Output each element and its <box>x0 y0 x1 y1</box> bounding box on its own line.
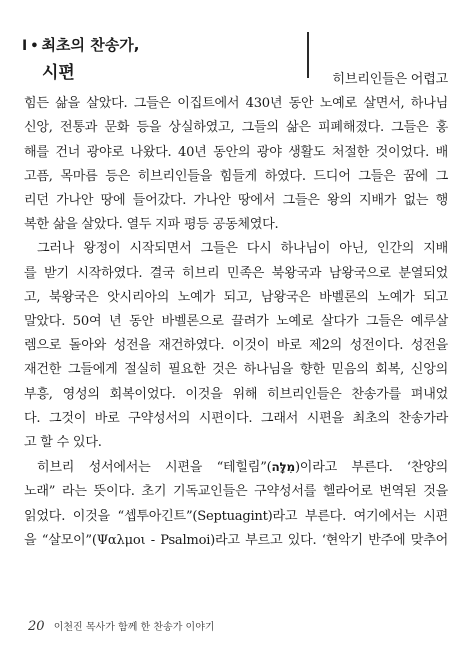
hebrew-word: מִלָּה <box>271 460 295 475</box>
text-line: 리던 가나안 땅에 들어갔다. 가나안 땅에서 그들은 왕의 지배가 없는 행 <box>24 193 448 209</box>
text-line: 고, 북왕국은 앗시리아의 노예가 되고, 남왕국은 바벨론의 노예가 되고 <box>24 289 448 305</box>
text-line <box>24 455 448 480</box>
text-line: 고픔, 목마름 등은 히브리인들을 힘들게 하였다. 드디어 그들은 꿈에 그 <box>24 168 448 184</box>
text-line: 재건한 그들에게 절실히 필요한 것은 하나님을 향한 믿음의 회복, 신앙의 <box>24 362 448 378</box>
text-line: 노래” 라는 뜻이다. 초기 기독교인들은 구약성서를 헬라어로 번역된 것을 <box>24 484 448 500</box>
text-segment: 히브리 성서에서는 시편을 “테힐림”( <box>37 460 272 476</box>
text-line: 를 받기 시작하였다. 결국 히브리 민족은 북왕국과 남왕국으로 분열되었 <box>24 265 448 281</box>
text-line: 히브리인들은 어렵고 <box>332 72 448 87</box>
text-line: 다. 그것이 바로 구약성서의 시편이다. 그래서 시편을 최초의 찬송가라 <box>24 410 448 426</box>
text-line: 해를 건너 광야로 나왔다. 40년 동안의 광야 생활도 처절한 것이었다. 배 <box>24 144 448 160</box>
text-line: 고 할 수 있다. <box>24 435 102 451</box>
chapter-number: I <box>22 38 28 54</box>
text-line: 부흥, 영성의 회복이었다. 이것을 위해 히브리인들은 찬송가를 펴내었 <box>24 386 448 402</box>
chapter-title-line2: 시편 <box>42 63 75 83</box>
body-text <box>24 68 448 553</box>
page-number: 20 <box>28 619 45 634</box>
text-line: 말았다. 50여 년 동안 바벨론으로 끌려가 노예로 살다가 그들은 예루살 <box>24 314 448 330</box>
text-line: 렘으로 돌아와 성전을 재건하였다. 이것이 바로 제2의 성전이다. 성전을 <box>24 338 448 354</box>
text-line: 그러나 왕정이 시작되면서 그들은 다시 하나님이 아닌, 인간의 지배 <box>37 241 448 257</box>
text-line: 신앙, 전통과 문화 등을 상실하였고, 그들의 삶은 피폐해졌다. 그들은 홍 <box>24 120 448 136</box>
chapter-heading <box>22 34 139 55</box>
text-segment: )이라고 부른다. ‘찬양의 <box>294 460 449 476</box>
chapter-title-line1: 최초의 찬송가, <box>41 36 140 54</box>
text-line: 을 “살모이”(Ψαλμοι - Psalmoi)라고 부르고 있다. ‘현악기 반주에 맞추어 <box>24 532 448 548</box>
page-footer <box>28 618 215 634</box>
text-line: 힘든 삶을 살았다. 그들은 이집트에서 430년 동안 노예로 살면서, 하나님 <box>24 96 448 112</box>
chapter-separator: • <box>30 39 39 54</box>
text-line: 읽었다. 이것을 “셉투아긴트”(Septuagint)라고 부른다. 여기에서는 시편 <box>24 508 448 524</box>
running-title: 이천진 목사가 함께 한 찬송가 이야기 <box>53 622 215 633</box>
text-line: 복한 삶을 살았다. 열두 지파 평등 공동체였다. <box>24 217 279 233</box>
